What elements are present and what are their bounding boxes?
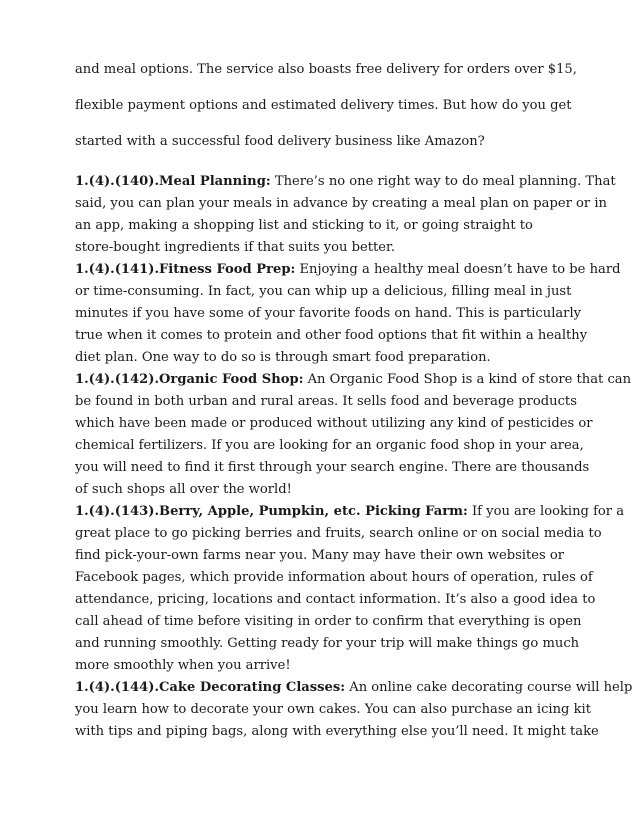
entry-title: 1.(4).(141).Fitness Food Prep: (75, 262, 296, 277)
entry-title: 1.(4).(143).Berry, Apple, Pumpkin, etc. Picking Farm: (75, 504, 468, 519)
intro-line: and meal options. The service also boasts free delivery for orders over $15, (75, 62, 577, 77)
entry-text: you will need to find it first through your search engine. There are thousands (75, 460, 590, 475)
entry-organic-food-shop (75, 369, 632, 501)
entry-text: an app, making a shopping list and sticking to it, or going straight to (75, 218, 533, 233)
entry-text: of such shops all over the world! (75, 482, 292, 497)
entry-text: you learn how to decorate your own cakes. You can also purchase an icing kit (75, 702, 591, 717)
intro-line: started with a successful food delivery business like Amazon? (75, 134, 485, 149)
entry-meal-planning (75, 171, 616, 259)
entry-text: attendance, pricing, locations and contact information. It’s also a good idea to (75, 592, 596, 607)
intro-paragraph (75, 62, 575, 170)
entry-title: 1.(4).(144).Cake Decorating Classes: (75, 680, 346, 695)
entry-text: chemical fertilizers. If you are looking for an organic food shop in your area, (75, 438, 584, 453)
entry-text: If you are looking for a (467, 504, 625, 519)
entry-text: Enjoying a healthy meal doesn’t have to be hard (295, 262, 621, 277)
entry-text: great place to go picking berries and fruits, search online or on social media to (75, 526, 602, 541)
entry-picking-farm (75, 501, 625, 677)
entry-text: An Organic Food Shop is a kind of store that can (303, 372, 632, 387)
entry-title: 1.(4).(140).Meal Planning: (75, 174, 271, 189)
entry-text: true when it comes to protein and other food options that fit within a healthy (75, 328, 588, 343)
entry-cake-decorating-classes (75, 677, 633, 743)
entry-text: be found in both urban and rural areas. It sells food and beverage products (75, 394, 577, 409)
entry-text: find pick-your-own farms near you. Many may have their own websites or (75, 548, 565, 563)
entry-fitness-food-prep (75, 259, 621, 369)
entry-text: more smoothly when you arrive! (75, 658, 291, 673)
entry-text: There’s no one right way to do meal planning. That (270, 174, 616, 189)
entry-text: call ahead of time before visiting in order to confirm that everything is open (75, 614, 582, 629)
entry-list (75, 171, 633, 743)
intro-line: flexible payment options and estimated delivery times. But how do you get (75, 98, 572, 113)
entry-text: diet plan. One way to do so is through smart food preparation. (75, 350, 491, 365)
entry-text: store-bought ingredients if that suits you better. (75, 240, 396, 255)
entry-text: with tips and piping bags, along with everything else you’ll need. It might take (75, 724, 599, 739)
entry-text: An online cake decorating course will help (345, 680, 633, 695)
entry-text: minutes if you have some of your favorite foods on hand. This is particularly (75, 306, 582, 321)
entry-text: which have been made or produced without utilizing any kind of pesticides or (75, 416, 593, 431)
entry-text: Facebook pages, which provide information about hours of operation, rules of (75, 570, 593, 585)
entry-text: or time-consuming. In fact, you can whip up a delicious, filling meal in just (75, 284, 572, 299)
entry-text: and running smoothly. Getting ready for your trip will make things go much (75, 636, 580, 651)
entry-text: said, you can plan your meals in advance by creating a meal plan on paper or in (75, 196, 607, 211)
entry-title: 1.(4).(142).Organic Food Shop: (75, 372, 304, 387)
